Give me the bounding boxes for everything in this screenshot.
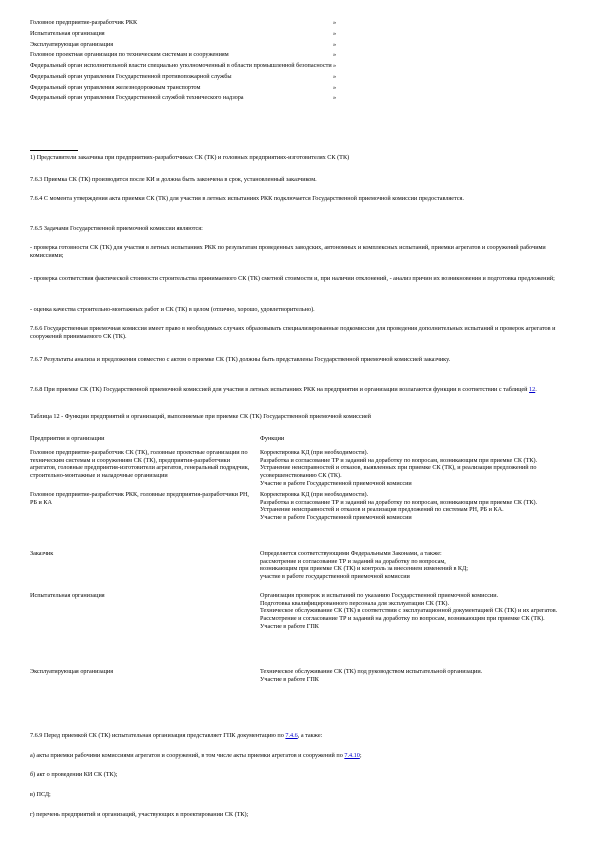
list-item-b: б) акт о проведении КИ СК (ТК); (30, 771, 118, 778)
function-item: Рассмотрение и согласование ТР и заданий на доработку по вопросам, возникающим при приемке СК (ТК). (260, 615, 545, 622)
paragraph-end: . (535, 386, 537, 393)
function-item: Разработка и согласование ТР и заданий на доработку по вопросам, возникающим при приемке СК (ТК). (260, 498, 538, 506)
list-item-end: ; (359, 752, 362, 759)
table-row (30, 668, 570, 684)
table-row (30, 592, 570, 668)
organization-cell: Головное проектная организация по техническим системам и сооружениям (30, 51, 229, 59)
organization-cell: Федеральный орган управления железнодорожным транспортом (30, 83, 201, 91)
functions-cell (260, 668, 570, 684)
function-item: рассмотрение и согласование ТР и заданий на доработку по вопросам, (260, 557, 446, 565)
function-item: Организация проверок и испытаний по указанию Государственной приемочной комиссии. (260, 591, 499, 599)
function-item: Корректировка КД (при необходимости). (260, 490, 369, 498)
function-item: Техническое обслуживание СК (ТК) в соответствии с эксплуатационной документацией СК (ТК) и их агрегатов. (260, 607, 558, 615)
function-item: участие в работе государственной приемочной комиссии (260, 573, 410, 580)
table-12-link[interactable]: 12 (529, 386, 536, 393)
paragraph-7-6-7: 7.6.7 Результаты анализа и предложения совместно с актом о приемке СК (ТК) должны быть представлены Государственной приемочной комиссией заказчику. (30, 356, 451, 363)
table-row (30, 550, 570, 592)
function-item: Участие в работе ГПК (260, 675, 319, 683)
functions-cell (260, 592, 570, 668)
paragraph-7-6-8 (30, 386, 570, 394)
table-row (30, 491, 570, 550)
table-header-row (30, 435, 570, 443)
organization-cell: Головное предприятие-разработчик СК (ТК), головные проектные организации по техническим системам и сооружениям СК (ТК), предприятия-разработчики агрегатов, головные предприятия-изготовители агрегатов, генеральный подрядчик, строительно-монтажные и наладочные организации (30, 448, 250, 479)
organization-cell: Заказчик (30, 549, 54, 557)
organization-cell: Головное предприятие-разработчик РКК (30, 19, 138, 26)
ditto-mark: » (333, 62, 337, 69)
functions-cell (260, 550, 570, 592)
organization-cell: Федеральный орган управления Государственной противопожарной службы (30, 72, 232, 80)
table-row (30, 62, 350, 70)
paragraph-7-6-4: 7.6.4 С момента утверждения акта приемки СК (ТК) для участия в летных испытаниях РКК подключается Государственной приемочной комиссии предоставляется. (30, 195, 464, 202)
paragraph-7-6-6: 7.6.6 Государственная приемочная комиссия имеет право в необходимых случаях образовывать специализированные подкомиссии для проведения дополнительных испытаний и проверок агрегатов и сооружений принимаемого СК (ТК). (30, 325, 556, 340)
table-row (30, 30, 350, 38)
organization-cell: Головное предприятие-разработчик РКК, головные предприятия-разработчики РН, РБ и КА (30, 490, 249, 506)
organization-cell: Эксплуатирующая организация (30, 40, 114, 48)
ditto-mark: » (333, 72, 337, 80)
ditto-mark: » (333, 51, 337, 59)
organization-cell: Испытательная организация (30, 591, 105, 599)
paragraph-7-6-3: 7.6.3 Приемка СК (ТК) производится после КИ и должна быть закончена в срок, установленный заказчиком. (30, 176, 317, 183)
table-row (30, 19, 350, 27)
paragraph-text: 7.6.8 При приемке СК (ТК) Государственной приемочной комиссией для участия в летных испытаниях РКК на предприятия и организации возлагаются функции в соответствии с таблицей (30, 386, 528, 393)
list-item-a (30, 752, 570, 760)
organization-cell: Испытательная организация (30, 29, 105, 37)
paragraph-7-6-9 (30, 732, 570, 740)
list-item-v: в) ПСД; (30, 791, 51, 798)
functions-cell (260, 449, 570, 491)
ditto-mark: » (333, 40, 337, 48)
table-row (30, 41, 350, 49)
list-item-g: г) перечень предприятий и организаций, участвующих в проектировании СК (ТК); (30, 811, 249, 818)
function-item: Корректировка КД (при необходимости). (260, 448, 369, 456)
list-item-text: а) акты приемки рабочими комиссиями агрегатов и сооружений, в том числе акты приемки агрегатов и сооружений по (30, 752, 343, 759)
ditto-mark: » (333, 19, 337, 26)
function-item: Определяется соответствующими Федеральными Законами, а также: (260, 549, 442, 557)
table-caption: Таблица 12 - Функции предприятий и организаций, выполняемые при приемке СК (ТК) Государственной приемочной комиссией (30, 413, 371, 420)
column-header-functions: Функции (260, 435, 285, 442)
table-row (30, 51, 350, 59)
section-7-4-10-link[interactable]: 7.4.10 (344, 752, 360, 759)
functions-cell (260, 491, 570, 550)
ditto-mark: » (333, 94, 337, 102)
bullet-readiness-check: - проверка готовности СК (ТК) для участия в летных испытаниях РКК по результатам проведенных заводских, автономных и комплексных испытаний, приемки агрегатов и сооружений рабочими комиссиями; (30, 244, 546, 259)
function-item: Устранение неисправностей и отказов, выявленных при приемке СК (ТК), и реализация предложений по усовершенствованию СК (ТК). (260, 464, 537, 479)
function-item: возникающим при приемке СК (ТК) и контроль за внесением изменений в КД; (260, 565, 468, 573)
function-item: Разработка и согласование ТР и заданий на доработку по вопросам, возникающим при приемке СК (ТК). (260, 456, 538, 464)
paragraph-7-6-5: 7.6.5 Задачами Государственной приемочной комиссии являются: (30, 225, 203, 232)
function-item: Участие в работе Государственной приемочной комиссии (260, 514, 412, 521)
paragraph-text: 7.6.9 Перед приемкой СК (ТК) испытательная организация представляет ГПК документацию по (30, 732, 284, 739)
organization-cell: Эксплуатирующая организация (30, 667, 114, 675)
function-item: Участие в работе ГПК (260, 622, 319, 630)
section-7-4-6-link[interactable]: 7.4.6 (285, 732, 298, 739)
ditto-mark: » (333, 83, 337, 91)
organization-cell: Федеральный орган управления Государственной службой технического надзора (30, 94, 244, 102)
footnote: 1) Представители заказчика при предприятиях-разработчиках СК (ТК) и головных предприятиях-изготовителях СК (ТК) (30, 154, 350, 161)
function-item: Устранение неисправностей и отказов и реализация предложений по системам РН, РБ и КА. (260, 506, 504, 514)
paragraph-end: , а также: (297, 732, 323, 739)
function-item: Техническое обслуживание СК (ТК) под руководством испытательной организации. (260, 667, 483, 675)
footnote-divider (30, 150, 78, 151)
bullet-quality-assessment: - оценка качества строительно-монтажных работ и СК (ТК) в целом (отлично, хорошо, удовлетворительно). (30, 306, 315, 313)
table-row (30, 94, 350, 102)
function-item: Участие в работе Государственной приемочной комиссии (260, 479, 412, 487)
bullet-cost-check: - проверка соответствия фактической стоимости строительства принимаемого СК (ТК) сметной стоимости и, при наличии отклонений, - анализ причин их возникновения и подготовка предложений; (30, 275, 555, 282)
functions-table (30, 435, 570, 683)
table-row (30, 449, 570, 491)
organization-cell: Федеральный орган исполнительной власти специально уполномоченный в области промышленной безопасности (30, 62, 332, 69)
table-row (30, 84, 350, 92)
continuation-table (30, 19, 350, 105)
column-header-organizations: Предприятия и организации (30, 435, 105, 442)
function-item: Подготовка квалифицированного персонала для эксплуатации СК (ТК). (260, 599, 450, 607)
ditto-mark: » (333, 29, 337, 37)
table-row (30, 73, 350, 81)
